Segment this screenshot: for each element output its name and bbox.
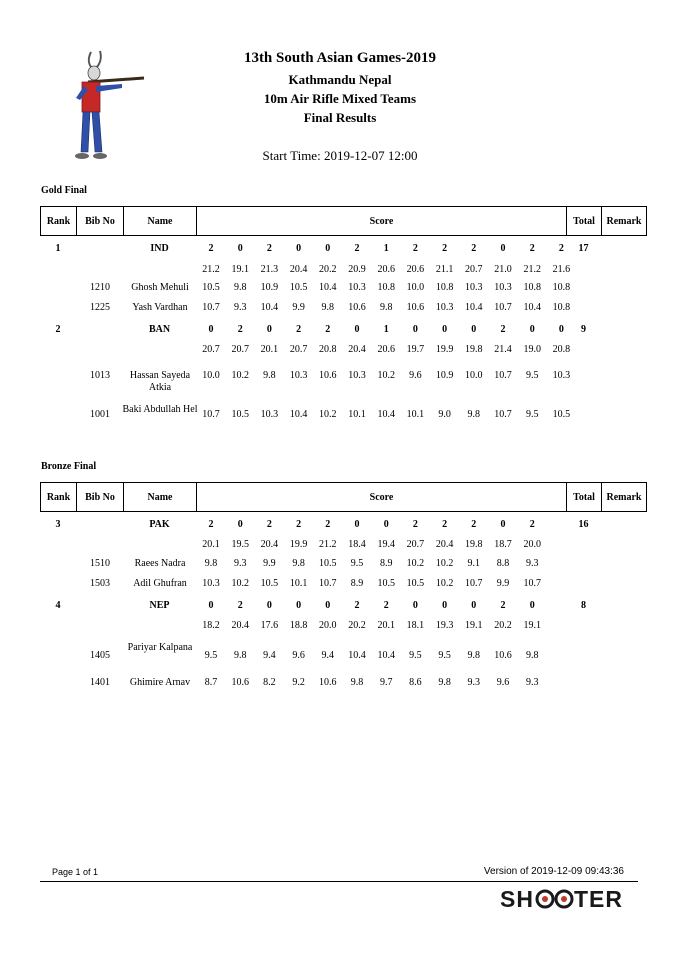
shot-score: 10.7 <box>202 302 220 313</box>
shooter-brand-logo <box>498 884 634 912</box>
shot-score: 9.5 <box>438 650 451 661</box>
team-point: 2 <box>325 324 331 335</box>
shot-score: 10.5 <box>202 282 220 293</box>
series-score: 20.6 <box>377 264 395 275</box>
shot-score: 10.3 <box>465 282 483 293</box>
team-point: 2 <box>266 243 272 254</box>
athlete-name: Pariyar Kalpana <box>127 642 193 653</box>
shot-score: 9.5 <box>350 558 364 569</box>
shot-score: 9.8 <box>525 650 539 661</box>
shot-score: 10.9 <box>260 282 279 293</box>
shot-score: 10.6 <box>231 677 249 688</box>
shot-score: 9.3 <box>525 558 539 569</box>
team-rank: 4 <box>55 600 61 611</box>
shot-score: 10.5 <box>406 578 425 589</box>
athlete-name: Adil Ghufran <box>133 578 187 589</box>
series-score: 19.1 <box>465 620 483 631</box>
team-code: BAN <box>148 324 171 335</box>
col-bib: Bib No <box>77 483 124 511</box>
series-score: 20.2 <box>348 620 366 631</box>
shot-score: 10.4 <box>523 302 541 313</box>
shot-score: 10.2 <box>435 578 454 589</box>
series-score: 18.7 <box>494 539 512 550</box>
shot-score: 10.7 <box>523 578 541 589</box>
series-score: 21.2 <box>523 264 541 275</box>
series-score: 21.1 <box>435 264 454 275</box>
team-point: 2 <box>500 324 506 335</box>
series-score: 20.2 <box>494 620 512 631</box>
series-score: 20.7 <box>289 344 308 355</box>
athlete-name: Raees Nadra <box>134 558 186 569</box>
col-rank: Rank <box>41 207 77 235</box>
team-point: 2 <box>383 600 389 611</box>
shot-score: 10.3 <box>552 370 571 381</box>
start-time: Start Time: 2019-12-07 12:00 <box>262 148 418 163</box>
series-score: 20.8 <box>552 344 571 355</box>
shot-score: 10.7 <box>494 302 512 313</box>
col-total: Total <box>567 483 602 511</box>
shot-score: 10.1 <box>406 409 425 420</box>
series-score: 20.7 <box>465 264 483 275</box>
shot-score: 10.2 <box>319 409 337 420</box>
shot-score: 8.9 <box>350 578 364 589</box>
series-score: 19.7 <box>406 344 425 355</box>
shot-score: 10.7 <box>494 409 512 420</box>
shot-score: 10.2 <box>231 370 249 381</box>
team-point: 0 <box>208 600 214 611</box>
series-score: 20.4 <box>289 264 308 275</box>
shot-score: 9.8 <box>204 558 218 569</box>
athlete-bib: 1013 <box>90 370 110 381</box>
series-score: 19.8 <box>465 539 483 550</box>
series-score: 20.1 <box>202 539 220 550</box>
team-point: 0 <box>383 519 389 530</box>
series-score: 20.1 <box>377 620 395 631</box>
team-point: 0 <box>325 600 331 611</box>
series-score: 18.8 <box>289 620 308 631</box>
shot-score: 9.3 <box>467 677 481 688</box>
series-score: 20.8 <box>319 344 337 355</box>
shot-score: 9.8 <box>467 650 481 661</box>
col-bib: Bib No <box>77 207 124 235</box>
series-score: 21.2 <box>202 264 220 275</box>
series-score: 20.7 <box>406 539 425 550</box>
team-point: 0 <box>208 324 214 335</box>
svg-text:SH: SH <box>500 886 534 912</box>
series-score: 19.1 <box>523 620 541 631</box>
team-point: 0 <box>237 519 243 530</box>
athlete-bib: 1405 <box>90 650 110 661</box>
series-score: 20.4 <box>260 539 279 550</box>
team-point: 2 <box>529 519 535 530</box>
series-score: 18.4 <box>348 539 366 550</box>
series-score: 21.4 <box>494 344 512 355</box>
version-stamp: Version of 2019-12-09 09:43:36 <box>483 866 624 877</box>
shot-score: 10.5 <box>319 558 337 569</box>
series-score: 19.1 <box>231 264 249 275</box>
team-rank: 3 <box>55 519 61 530</box>
shot-score: 10.0 <box>465 370 483 381</box>
shot-score: 9.8 <box>321 302 335 313</box>
shot-score: 9.8 <box>263 370 276 381</box>
shot-score: 10.3 <box>260 409 279 420</box>
competition-location: Kathmandu Nepal <box>288 72 392 87</box>
shot-score: 10.4 <box>289 409 308 420</box>
shot-score: 9.8 <box>233 282 247 293</box>
team-total: 8 <box>581 600 586 611</box>
series-score: 19.5 <box>231 539 249 550</box>
svg-text:TER: TER <box>574 886 623 912</box>
shot-score: 9.8 <box>379 302 393 313</box>
athlete-name: Hassan Sayeda Atkia <box>129 370 191 393</box>
athlete-bib: 1210 <box>90 282 110 293</box>
team-point: 2 <box>237 324 243 335</box>
shot-score: 10.4 <box>348 650 366 661</box>
shot-score: 10.2 <box>406 558 425 569</box>
shot-score: 10.1 <box>289 578 308 589</box>
col-name: Name <box>124 207 197 235</box>
series-score: 20.4 <box>231 620 249 631</box>
series-score: 19.9 <box>435 344 454 355</box>
shot-score: 8.6 <box>409 677 422 688</box>
shot-score: 9.0 <box>438 409 451 420</box>
team-point: 1 <box>383 324 389 335</box>
team-point: 2 <box>442 243 448 254</box>
shot-score: 10.8 <box>435 282 454 293</box>
shot-score: 10.2 <box>377 370 395 381</box>
series-score: 20.2 <box>319 264 337 275</box>
competition-title: 13th South Asian Games-2019 <box>243 50 437 66</box>
shot-score: 10.7 <box>465 578 483 589</box>
athlete-name: Ghimire Arnav <box>129 677 191 688</box>
team-point: 2 <box>208 519 214 530</box>
shot-score: 10.0 <box>202 370 220 381</box>
shot-score: 8.9 <box>379 558 393 569</box>
series-score: 20.9 <box>348 264 366 275</box>
team-total: 17 <box>578 243 589 254</box>
shot-score: 9.6 <box>496 677 510 688</box>
team-point: 0 <box>266 600 272 611</box>
team-point: 2 <box>529 243 535 254</box>
shot-score: 9.6 <box>409 370 422 381</box>
shot-score: 9.5 <box>204 650 218 661</box>
shot-score: 10.7 <box>319 578 337 589</box>
team-point: 0 <box>442 600 448 611</box>
team-point: 0 <box>296 243 302 254</box>
shot-score: 10.8 <box>377 282 395 293</box>
shot-score: 10.9 <box>435 370 454 381</box>
team-code: PAK <box>149 519 170 530</box>
athlete-bib: 1503 <box>90 578 110 589</box>
team-point: 0 <box>500 519 506 530</box>
team-point: 2 <box>266 519 272 530</box>
col-remark: Remark <box>606 491 642 503</box>
team-point: 2 <box>325 519 331 530</box>
athlete-name: Ghosh Mehuli <box>131 282 189 293</box>
shot-score: 10.3 <box>348 370 366 381</box>
team-point: 2 <box>296 324 302 335</box>
shot-score: 10.6 <box>494 650 512 661</box>
athlete-bib: 1225 <box>90 302 110 313</box>
series-score: 21.2 <box>319 539 337 550</box>
shot-score: 10.6 <box>319 370 337 381</box>
shot-score: 10.8 <box>552 282 571 293</box>
shot-score: 10.5 <box>289 282 308 293</box>
shot-score: 10.6 <box>406 302 425 313</box>
shot-score: 9.5 <box>525 409 539 420</box>
team-point: 2 <box>558 243 564 254</box>
shot-score: 10.3 <box>289 370 308 381</box>
shot-score: 10.8 <box>523 282 541 293</box>
games-mascot-logo <box>66 48 146 166</box>
shot-score: 10.3 <box>494 282 512 293</box>
series-score: 21.0 <box>494 264 512 275</box>
shot-score: 10.3 <box>348 282 366 293</box>
shot-score: 10.7 <box>202 409 220 420</box>
team-point: 2 <box>354 243 360 254</box>
series-score: 20.1 <box>260 344 279 355</box>
athlete-name: Baki Abdullah Hel <box>122 404 198 415</box>
team-point: 0 <box>442 324 448 335</box>
shot-score: 9.8 <box>233 650 247 661</box>
bronze-final-label: Bronze Final <box>41 461 97 472</box>
athlete-bib: 1401 <box>90 677 110 688</box>
series-score: 20.0 <box>523 539 541 550</box>
team-point: 0 <box>558 324 564 335</box>
shot-score: 10.4 <box>319 282 337 293</box>
series-score: 18.1 <box>406 620 425 631</box>
col-remark: Remark <box>606 215 642 227</box>
shot-score: 10.6 <box>348 302 366 313</box>
shot-score: 10.5 <box>377 578 395 589</box>
series-score: 19.0 <box>523 344 541 355</box>
team-point: 2 <box>208 243 214 254</box>
team-point: 2 <box>442 519 448 530</box>
team-point: 0 <box>266 324 272 335</box>
team-point: 0 <box>412 600 418 611</box>
series-score: 19.9 <box>289 539 308 550</box>
gold-final-label: Gold Final <box>41 185 87 196</box>
series-score: 20.7 <box>202 344 220 355</box>
team-point: 2 <box>412 519 418 530</box>
team-point: 0 <box>412 324 418 335</box>
shot-score: 10.2 <box>231 578 249 589</box>
shot-score: 10.4 <box>260 302 279 313</box>
shot-score: 9.5 <box>525 370 539 381</box>
shot-score: 10.4 <box>377 650 395 661</box>
shot-score: 8.2 <box>263 677 276 688</box>
team-point: 2 <box>500 600 506 611</box>
page-number: Page 1 of 1 <box>52 867 99 877</box>
col-score: Score <box>197 207 567 235</box>
team-total: 16 <box>578 519 589 530</box>
team-point: 0 <box>471 600 477 611</box>
team-point: 0 <box>354 324 360 335</box>
team-total: 9 <box>581 324 586 335</box>
team-point: 2 <box>354 600 360 611</box>
series-score: 20.7 <box>231 344 249 355</box>
shot-score: 9.4 <box>321 650 335 661</box>
team-point: 0 <box>529 600 535 611</box>
shot-score: 9.8 <box>467 409 481 420</box>
results-phase: Final Results <box>303 110 377 125</box>
shot-score: 8.7 <box>204 677 218 688</box>
shot-score: 9.3 <box>525 677 539 688</box>
shot-score: 9.3 <box>233 302 247 313</box>
series-score: 21.6 <box>552 264 571 275</box>
col-name: Name <box>124 483 197 511</box>
shot-score: 10.5 <box>231 409 249 420</box>
shot-score: 10.5 <box>552 409 571 420</box>
col-total: Total <box>567 207 602 235</box>
team-point: 0 <box>325 243 331 254</box>
shot-score: 10.3 <box>435 302 454 313</box>
team-point: 2 <box>296 519 302 530</box>
series-score: 20.6 <box>377 344 395 355</box>
bronze-table-header <box>40 482 647 512</box>
shot-score: 9.8 <box>292 558 305 569</box>
shot-score: 9.2 <box>292 677 305 688</box>
shot-score: 9.7 <box>379 677 393 688</box>
shot-score: 9.9 <box>292 302 305 313</box>
team-point: 0 <box>296 600 302 611</box>
gold-table-header <box>40 206 647 236</box>
shot-score: 10.4 <box>377 409 395 420</box>
shot-score: 10.0 <box>406 282 425 293</box>
team-rank: 2 <box>55 324 61 335</box>
series-score: 20.0 <box>319 620 337 631</box>
team-point: 0 <box>529 324 535 335</box>
event-name: 10m Air Rifle Mixed Teams <box>263 91 417 106</box>
team-point: 2 <box>237 600 243 611</box>
team-point: 0 <box>237 243 243 254</box>
shot-score: 10.2 <box>435 558 454 569</box>
athlete-bib: 1510 <box>90 558 110 569</box>
shot-score: 10.5 <box>260 578 279 589</box>
team-point: 1 <box>383 243 389 254</box>
team-code: IND <box>150 243 169 254</box>
team-rank: 1 <box>55 243 61 254</box>
series-score: 21.3 <box>260 264 279 275</box>
team-point: 2 <box>471 243 477 254</box>
team-point: 0 <box>354 519 360 530</box>
series-score: 19.4 <box>377 539 395 550</box>
col-score: Score <box>197 483 567 511</box>
shot-score: 9.8 <box>438 677 451 688</box>
shot-score: 9.3 <box>233 558 247 569</box>
shot-score: 9.4 <box>263 650 276 661</box>
shot-score: 9.8 <box>350 677 364 688</box>
shot-score: 10.3 <box>202 578 220 589</box>
shot-score: 9.9 <box>263 558 276 569</box>
team-point: 2 <box>412 243 418 254</box>
footer-divider <box>40 881 638 882</box>
series-score: 20.4 <box>435 539 454 550</box>
shot-score: 10.6 <box>319 677 337 688</box>
team-point: 0 <box>500 243 506 254</box>
shot-score: 9.5 <box>409 650 422 661</box>
shot-score: 10.7 <box>494 370 512 381</box>
shot-score: 10.4 <box>465 302 483 313</box>
col-rank: Rank <box>41 483 77 511</box>
series-score: 19.8 <box>465 344 483 355</box>
series-score: 17.6 <box>260 620 279 631</box>
athlete-name: Yash Vardhan <box>132 302 188 313</box>
team-code: NEP <box>149 600 170 611</box>
shot-score: 10.1 <box>348 409 366 420</box>
series-score: 19.3 <box>435 620 454 631</box>
team-point: 2 <box>471 519 477 530</box>
shot-score: 9.6 <box>292 650 305 661</box>
shot-score: 10.8 <box>552 302 571 313</box>
team-point: 0 <box>471 324 477 335</box>
shot-score: 9.9 <box>496 578 510 589</box>
athlete-bib: 1001 <box>90 409 110 420</box>
shot-score: 8.8 <box>496 558 510 569</box>
series-score: 20.4 <box>348 344 366 355</box>
series-score: 18.2 <box>202 620 220 631</box>
shot-score: 9.1 <box>467 558 481 569</box>
series-score: 20.6 <box>406 264 425 275</box>
